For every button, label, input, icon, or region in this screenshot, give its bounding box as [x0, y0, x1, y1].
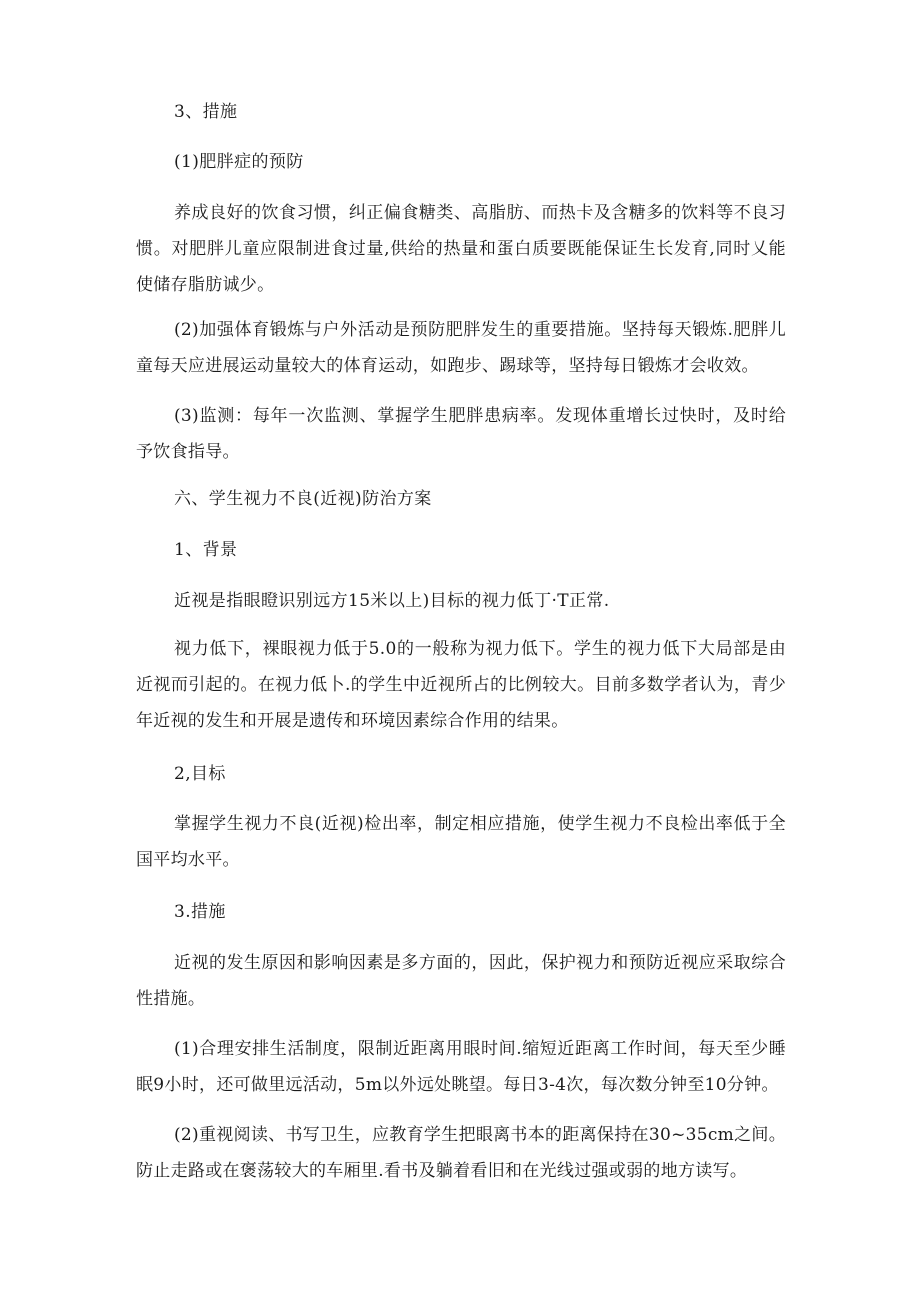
paragraph-diet-habits: 养成良好的饮食习惯，纠正偏食糖类、高脂肪、而热卡及含糖多的饮料等不良习惯。对肥胖儿童应限制进食过量,供给的热量和蛋白质要既能保证生长发育,同时乂能使储存脂肪诚少。	[136, 203, 786, 295]
paragraph-exercise: (2)加强体育锻炼与户外活动是预防肥胖发生的重要措施。坚持每天锻炼.肥胖儿童每天应进展运动量较大的体育运动，如跑步、踢球等，坚持每日锻炼才会收效。	[136, 320, 786, 376]
section-heading-3-measures: 3、措施	[174, 102, 238, 122]
section-heading-1-background: 1、背景	[174, 540, 238, 560]
paragraph-reading-hygiene: (2)重视阅读、书写卫生，应教育学生把眼离书本的距离保持在30~35cm之间。防止走路或在褒荡较大的车厢里.看书及躺着看旧和在光线过强或弱的地方读写。	[136, 1125, 786, 1181]
paragraph-goal: 掌握学生视力不良(近视)检出率，制定相应措施，使学生视力不良检出率低于全国平均水平。	[136, 814, 786, 870]
paragraph-life-schedule: (1)合理安排生活制度，限制近距离用眼时间.缩短近距离工作时间，每天至少睡眠9小时，还可做里远活动，5m以外远处眺望。每日3-4次，每次数分钟至10分钟。	[136, 1039, 786, 1095]
paragraph-monitoring: (3)监测：每年一次监测、掌握学生肥胖患病率。发现体重增长过快时，及时给予饮食指导。	[136, 406, 786, 462]
section-heading-3-measures-b: 3.措施	[174, 902, 226, 922]
section-heading-vision-plan: 六、学生视力不良(近视)防治方案	[174, 489, 432, 509]
paragraph-low-vision: 视力低下，裸眼视力低于5.0的一般称为视力低下。学生的视力低下大局部是由近视而引起的。在视力低卜.的学生中近视所占的比例较大。目前多数学者认为，青少年近视的发生和开展是遗传和环境因素综合作用的结果。	[136, 639, 786, 731]
subheading-obesity-prevention: (1)肥胖症的预防	[174, 152, 304, 172]
paragraph-causes: 近视的发生原因和影响因素是多方面的，因此，保护视力和预防近视应采取综合性措施。	[136, 953, 786, 1009]
section-heading-2-goal: 2,目标	[174, 764, 226, 784]
paragraph-myopia-definition: 近视是指眼瞪识别远方15米以上)目标的视力低丁·T正常.	[174, 591, 610, 611]
